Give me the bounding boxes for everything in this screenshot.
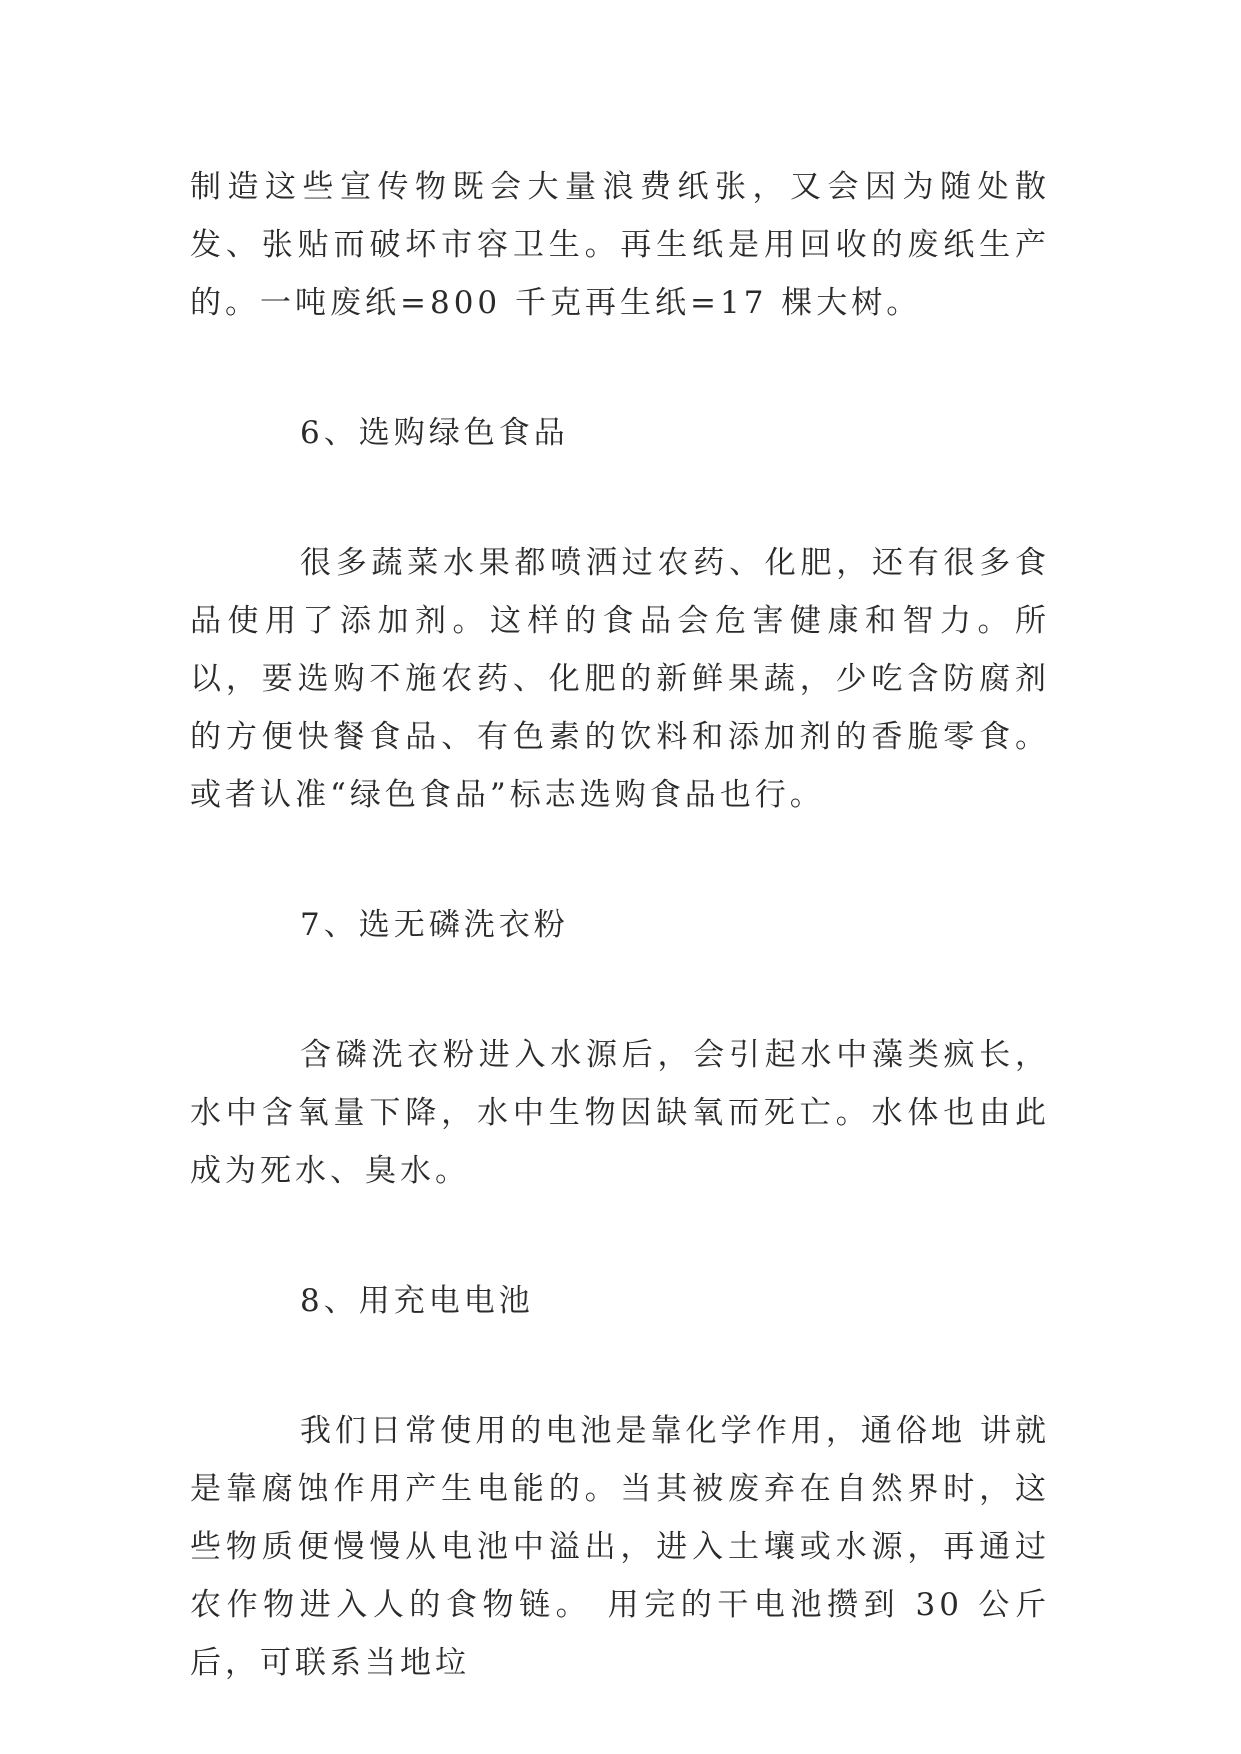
- spacer: [190, 1330, 1050, 1402]
- section-8-body: 我们日常使用的电池是靠化学作用，通俗地 讲就是靠腐蚀作用产生电能的。当其被废弃在自然界时，这些物质便慢慢从电池中溢出，进入土壤或水源，再通过农作物进入人的食物链。 用完的干电池攒到 30 公斤后，可联系当地垃: [190, 1413, 1050, 1681]
- section-8-heading: 8、用充电电池: [300, 1283, 534, 1319]
- spacer: [190, 462, 1050, 534]
- section-7-body: 含磷洗衣粉进入水源后，会引起水中藻类疯长，水中含氧量下降，水中生物因缺氧而死亡。水体也由此成为死水、臭水。: [190, 1037, 1050, 1189]
- section-6-body: 很多蔬菜水果都喷洒过农药、化肥，还有很多食品使用了添加剂。这样的食品会危害健康和智力。所以，要选购不施农药、化肥的新鲜果蔬，少吃含防腐剂的方便快餐食品、有色素的饮料和添加剂的香脆零食。或者认准“绿色食品”标志选购食品也行。: [190, 545, 1050, 813]
- intro-paragraph: 制造这些宣传物既会大量浪费纸张，又会因为随处散发、张贴而破坏市容卫生。再生纸是用回收的废纸生产的。一吨废纸=800 千克再生纸=17 棵大树。: [190, 169, 1050, 321]
- document-body: [190, 158, 1050, 1692]
- spacer: [190, 954, 1050, 1026]
- spacer: [190, 332, 1050, 404]
- spacer: [190, 824, 1050, 896]
- spacer: [190, 1200, 1050, 1272]
- section-7-heading: 7、选无磷洗衣粉: [300, 907, 569, 943]
- section-6-heading: 6、选购绿色食品: [300, 415, 569, 451]
